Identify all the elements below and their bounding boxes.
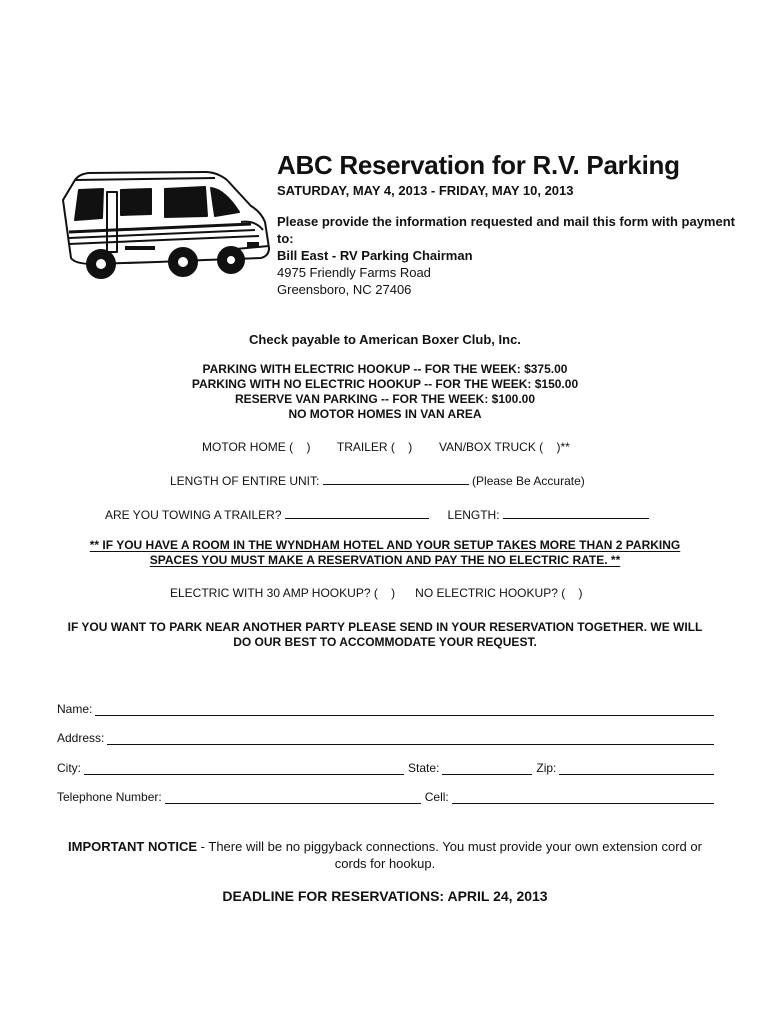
rate-electric: PARKING WITH ELECTRIC HOOKUP -- FOR THE WEEK: $375.00 xyxy=(202,362,568,376)
towing-label: ARE YOU TOWING A TRAILER? xyxy=(105,508,282,522)
zip-field[interactable] xyxy=(559,762,714,775)
unit-length-field[interactable] xyxy=(323,473,469,485)
party-notice-text: IF YOU WANT TO PARK NEAR ANOTHER PARTY PLEASE SEND IN YOUR RESERVATION TOGETHER. WE WILL DO OUR BEST TO ACCOMMODATE YOUR REQUEST. xyxy=(67,620,703,649)
event-dates: SATURDAY, MAY 4, 2013 - FRIDAY, MAY 10, 2013 xyxy=(277,183,574,198)
motor-home-option[interactable]: MOTOR HOME ( ) xyxy=(202,440,311,454)
phone-row xyxy=(57,790,714,804)
trailer-length-label: LENGTH: xyxy=(447,508,500,522)
important-notice-label: IMPORTANT NOTICE xyxy=(68,839,198,854)
telephone-field[interactable] xyxy=(165,791,421,804)
cell-label: Cell: xyxy=(424,790,449,804)
instructions-line: Please provide the information requested and mail this form with payment to: xyxy=(277,214,735,246)
party-notice xyxy=(0,620,770,650)
trailer-option[interactable]: TRAILER ( ) xyxy=(336,440,413,454)
no-electric-option[interactable]: NO ELECTRIC HOOKUP? ( ) xyxy=(415,586,583,600)
rv-illustration xyxy=(55,160,275,285)
address-row xyxy=(57,731,714,745)
chairman-name: Bill East - RV Parking Chairman xyxy=(277,248,473,263)
name-field[interactable] xyxy=(95,703,714,716)
telephone-label: Telephone Number: xyxy=(57,790,162,804)
city-label: City: xyxy=(57,761,81,775)
rate-van: RESERVE VAN PARKING -- FOR THE WEEK: $100.00 xyxy=(234,392,536,406)
hotel-notice xyxy=(0,538,770,568)
unit-length-row xyxy=(170,473,585,488)
state-field[interactable] xyxy=(442,762,532,775)
unit-length-label: LENGTH OF ENTIRE UNIT: xyxy=(170,474,320,488)
rate-no-electric: PARKING WITH NO ELECTRIC HOOKUP -- FOR THE WEEK: $150.00 xyxy=(191,377,579,391)
page-title: ABC Reservation for R.V. Parking xyxy=(277,150,680,180)
electric-options xyxy=(170,586,583,600)
address-line-1: 4975 Friendly Farms Road xyxy=(277,265,431,280)
hotel-notice-text: ** IF YOU HAVE A ROOM IN THE WYNDHAM HOTEL AND YOUR SETUP TAKES MORE THAN 2 PARKING SPACES YOU MUST MAKE A RESERVATION AND PAY THE NO ELECTRIC RATE. ** xyxy=(89,538,681,567)
important-notice-text: - There will be no piggyback connections. You must provide your own extension cord or cords for hookup. xyxy=(197,839,702,871)
zip-label: Zip: xyxy=(536,761,557,775)
mailing-instructions xyxy=(277,213,737,298)
towing-row xyxy=(105,507,649,522)
city-field[interactable] xyxy=(84,762,404,775)
state-label: State: xyxy=(408,761,440,775)
cell-field[interactable] xyxy=(452,791,714,804)
deadline: DEADLINE FOR RESERVATIONS: APRIL 24, 2013 xyxy=(222,888,548,904)
trailer-length-field[interactable] xyxy=(503,507,649,519)
van-area-note: NO MOTOR HOMES IN VAN AREA xyxy=(288,407,482,421)
important-notice xyxy=(0,838,770,872)
payable-note: Check payable to American Boxer Club, Inc. xyxy=(249,332,521,347)
address-label: Address: xyxy=(57,731,105,745)
rates-block xyxy=(0,362,770,422)
unit-length-note: (Please Be Accurate) xyxy=(472,474,585,488)
name-row xyxy=(57,702,714,716)
towing-field[interactable] xyxy=(285,507,429,519)
address-field[interactable] xyxy=(107,732,714,745)
city-state-zip-row xyxy=(57,761,714,775)
address-line-2: Greensboro, NC 27406 xyxy=(277,282,412,297)
electric-30amp-option[interactable]: ELECTRIC WITH 30 AMP HOOKUP? ( ) xyxy=(170,586,396,600)
van-option[interactable]: VAN/BOX TRUCK ( )** xyxy=(438,440,570,454)
unit-type-options xyxy=(202,440,570,454)
name-label: Name: xyxy=(57,702,93,716)
